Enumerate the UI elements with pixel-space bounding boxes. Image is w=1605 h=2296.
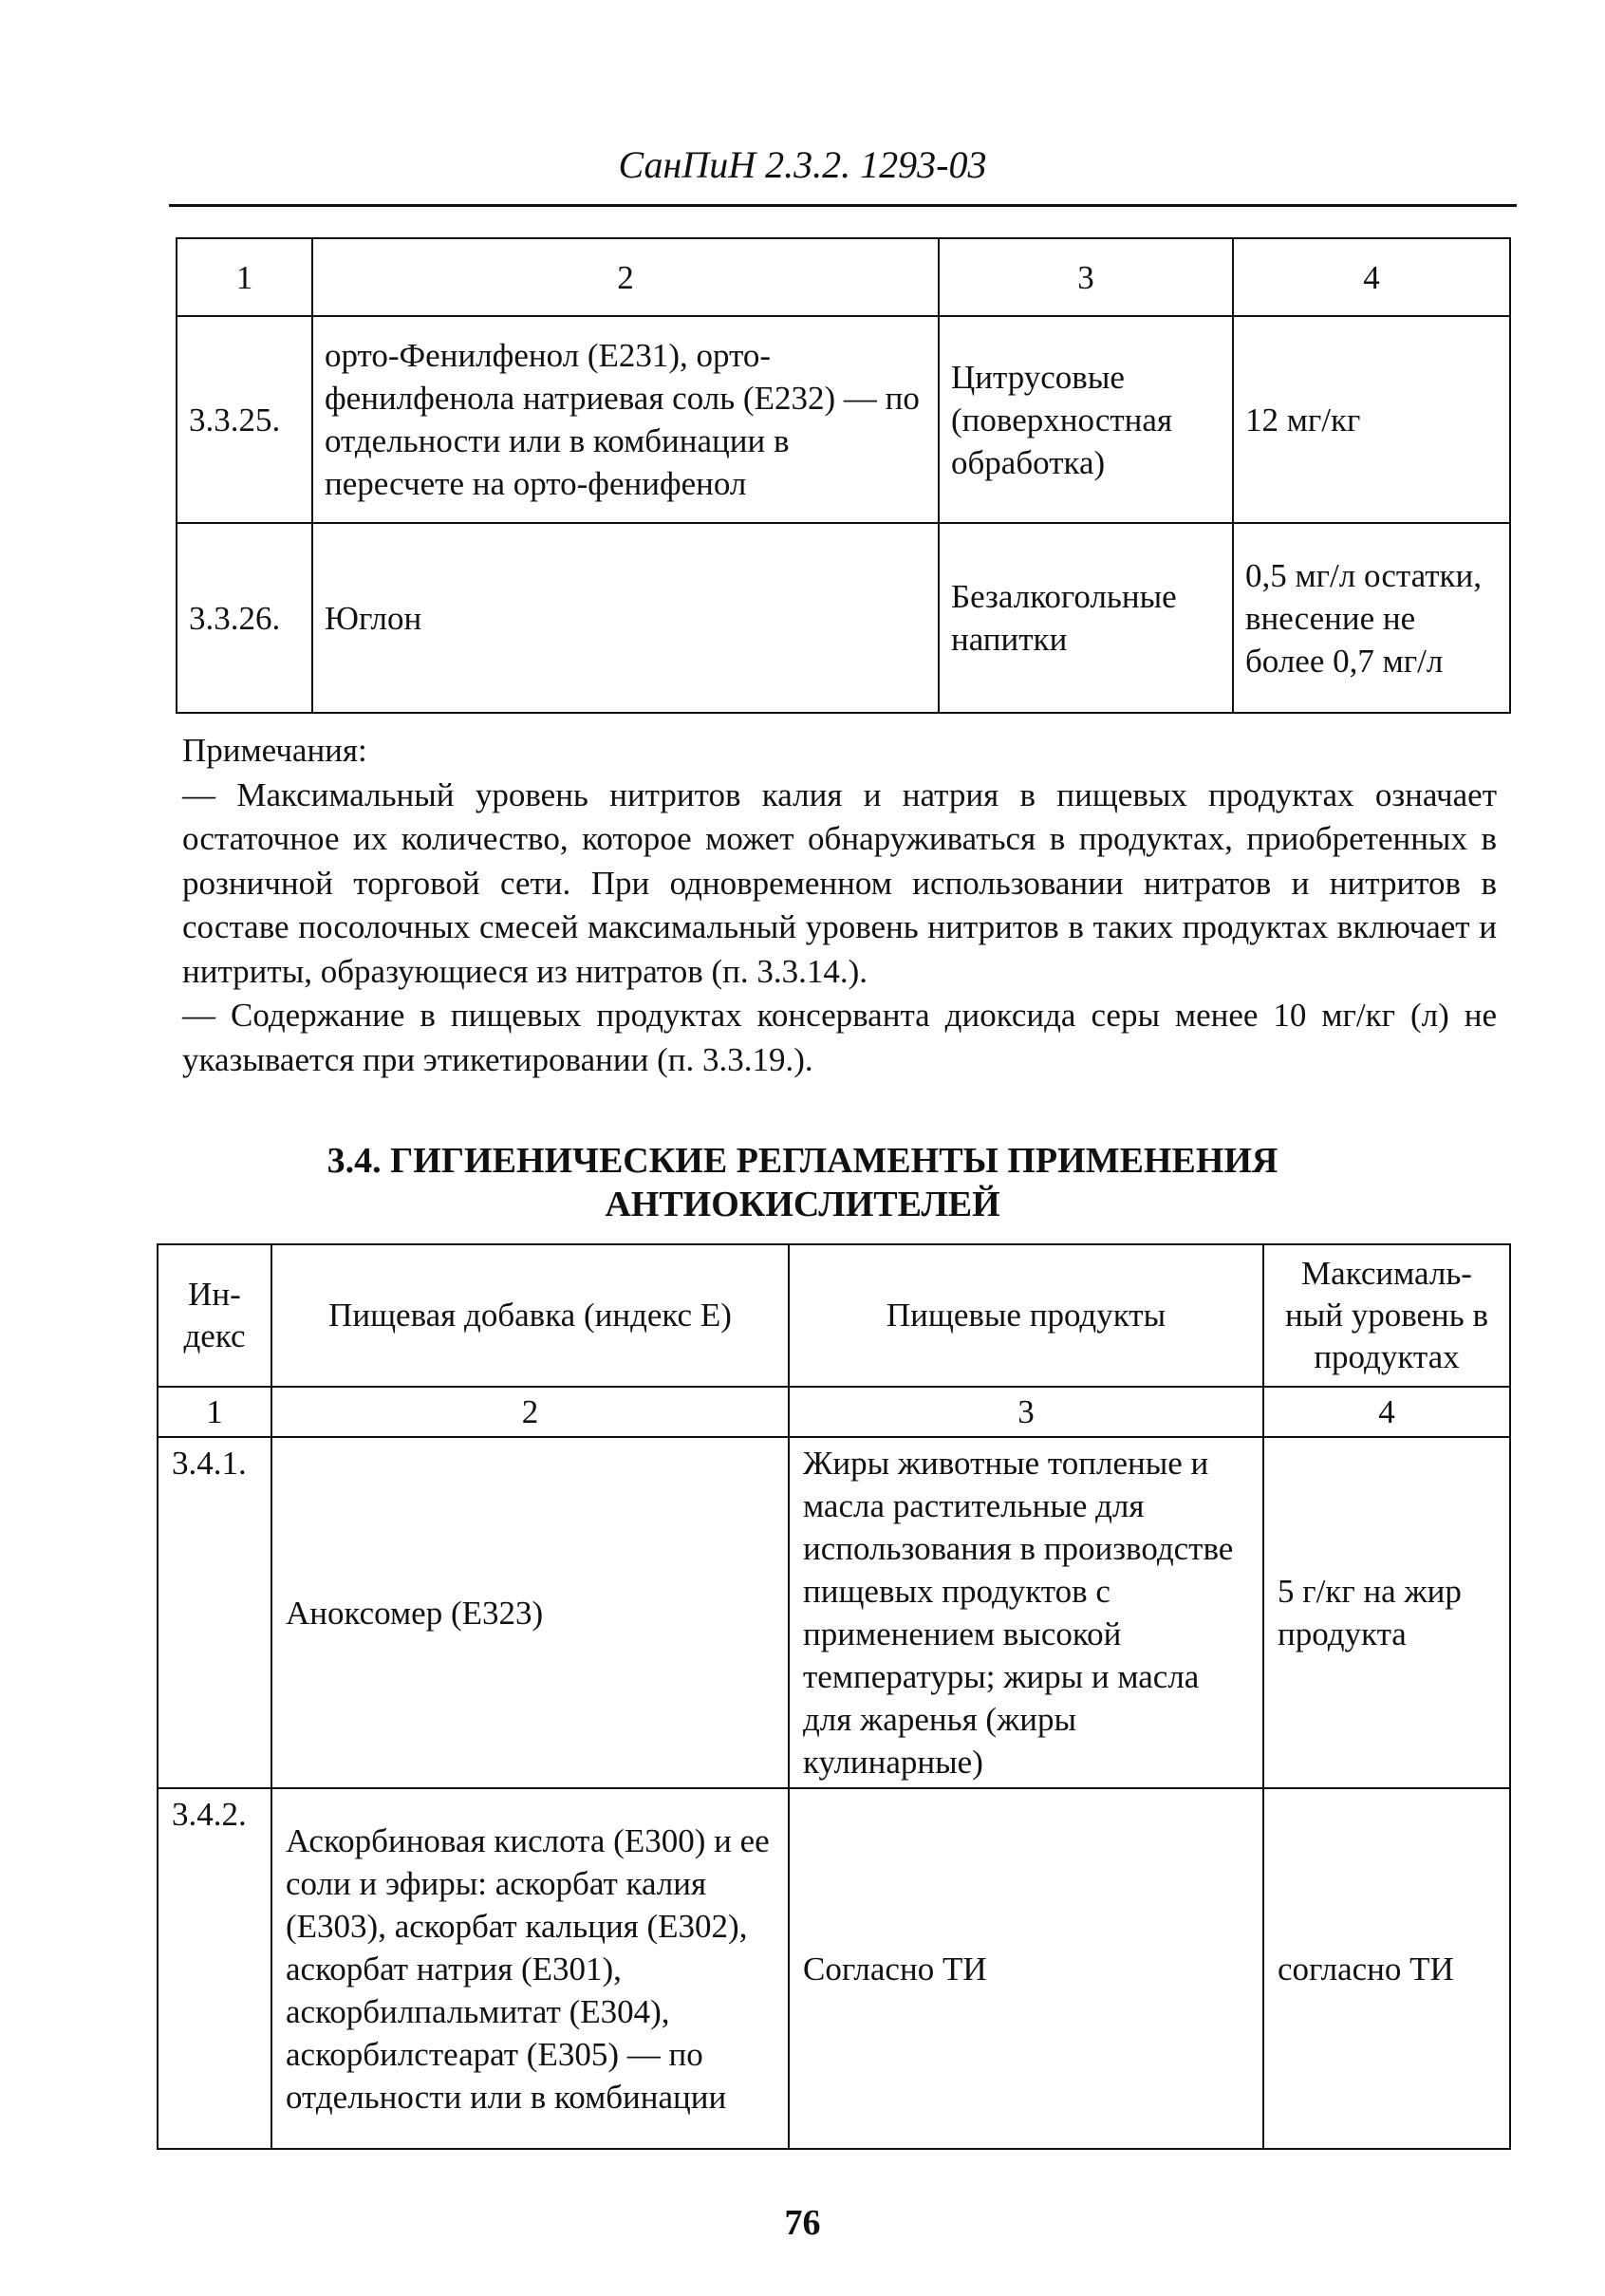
table-header-row [158, 1244, 1510, 1387]
table-row [177, 316, 1510, 523]
header-cell-index: Ин-декс [158, 1244, 271, 1387]
table-antioxidants [157, 1243, 1511, 2150]
section-heading-line: АНТИОКИСЛИТЕЛЕЙ [605, 1185, 1000, 1224]
products-cell: Безалкогольные напитки [939, 523, 1233, 713]
index-cell: 3.3.26. [177, 523, 312, 713]
table-column-numbers-row [158, 1387, 1510, 1437]
additive-cell: Юглон [312, 523, 939, 713]
column-number-cell: 2 [271, 1387, 789, 1437]
additive-cell: Аскорбиновая кислота (Е300) и ее соли и эфиры: аскорбат калия (Е303), аскорбат кальция (Е302), аскорбат натрия (Е301), аскорбилпальмитат (Е304), аскорбилстеарат (Е305) — по отдельности или в комбинации [271, 1788, 789, 2149]
note-item: — Максимальный уровень нитритов калия и натрия в пищевых продуктах означает остаточное их количество, которое может обнаруживаться в продуктах, приобретенных в розничной торговой сети. При одновременном использовании нитратов и нитритов в составе посолочных смесей максимальный уровень нитритов в таких продуктах включает и нитриты, образующиеся из нитратов (п. 3.3.14.). [182, 775, 1497, 990]
section-heading [0, 1139, 1605, 1226]
section-heading-line: 3.4. ГИГИЕНИЧЕСКИЕ РЕГЛАМЕНТЫ ПРИМЕНЕНИЯ [327, 1141, 1278, 1181]
running-header: СанПиН 2.3.2. 1293-03 [618, 143, 987, 186]
products-cell: Жиры животные топленые и масла растительные для использования в производстве пищевых продуктов с применением высокой температуры; жиры и масла для жаренья (жиры кулинарные) [789, 1437, 1263, 1788]
level-cell: 12 мг/кг [1233, 316, 1510, 523]
index-cell: 3.3.25. [177, 316, 312, 523]
table-preservatives-continued [176, 237, 1511, 714]
column-number-cell: 4 [1233, 238, 1510, 316]
page-number: 76 [784, 2203, 821, 2243]
additive-cell: орто-Фенилфенол (Е231), орто-фенилфенола натриевая соль (Е232) — по отдельности или в комбинации в пересчете на орто-фенифенол [312, 316, 939, 523]
notes-heading: Примечания: [182, 732, 367, 769]
column-number-cell: 2 [312, 238, 939, 316]
table-row [158, 1437, 1510, 1788]
products-cell: Согласно ТИ [789, 1788, 1263, 2149]
note-item: — Содержание в пищевых продуктах консерванта диоксида серы менее 10 мг/кг (л) не указывается при этикетировании (п. 3.3.19.). [182, 997, 1497, 1078]
header-cell-additive: Пищевая добавка (индекс Е) [271, 1244, 789, 1387]
header-divider [169, 204, 1517, 207]
column-number-cell: 3 [789, 1387, 1263, 1437]
index-cell: 3.4.1. [158, 1437, 271, 1788]
table-row [158, 1788, 1510, 2149]
level-cell: 5 г/кг на жир продукта [1263, 1437, 1510, 1788]
header-cell-products: Пищевые продукты [789, 1244, 1263, 1387]
table-row [177, 523, 1510, 713]
header-cell-level: Максималь-ный уровень в продуктах [1263, 1244, 1510, 1387]
index-cell: 3.4.2. [158, 1788, 271, 2149]
column-number-cell: 4 [1263, 1387, 1510, 1437]
column-number-cell: 3 [939, 238, 1233, 316]
level-cell: согласно ТИ [1263, 1788, 1510, 2149]
column-number-cell: 1 [158, 1387, 271, 1437]
column-number-cell: 1 [177, 238, 312, 316]
level-cell: 0,5 мг/л остатки, внесение не более 0,7 мг/л [1233, 523, 1510, 713]
notes-block [182, 729, 1497, 1082]
additive-cell: Аноксомер (Е323) [271, 1437, 789, 1788]
products-cell: Цитрусовые (поверхностная обработка) [939, 316, 1233, 523]
table-column-numbers-row [177, 238, 1510, 316]
